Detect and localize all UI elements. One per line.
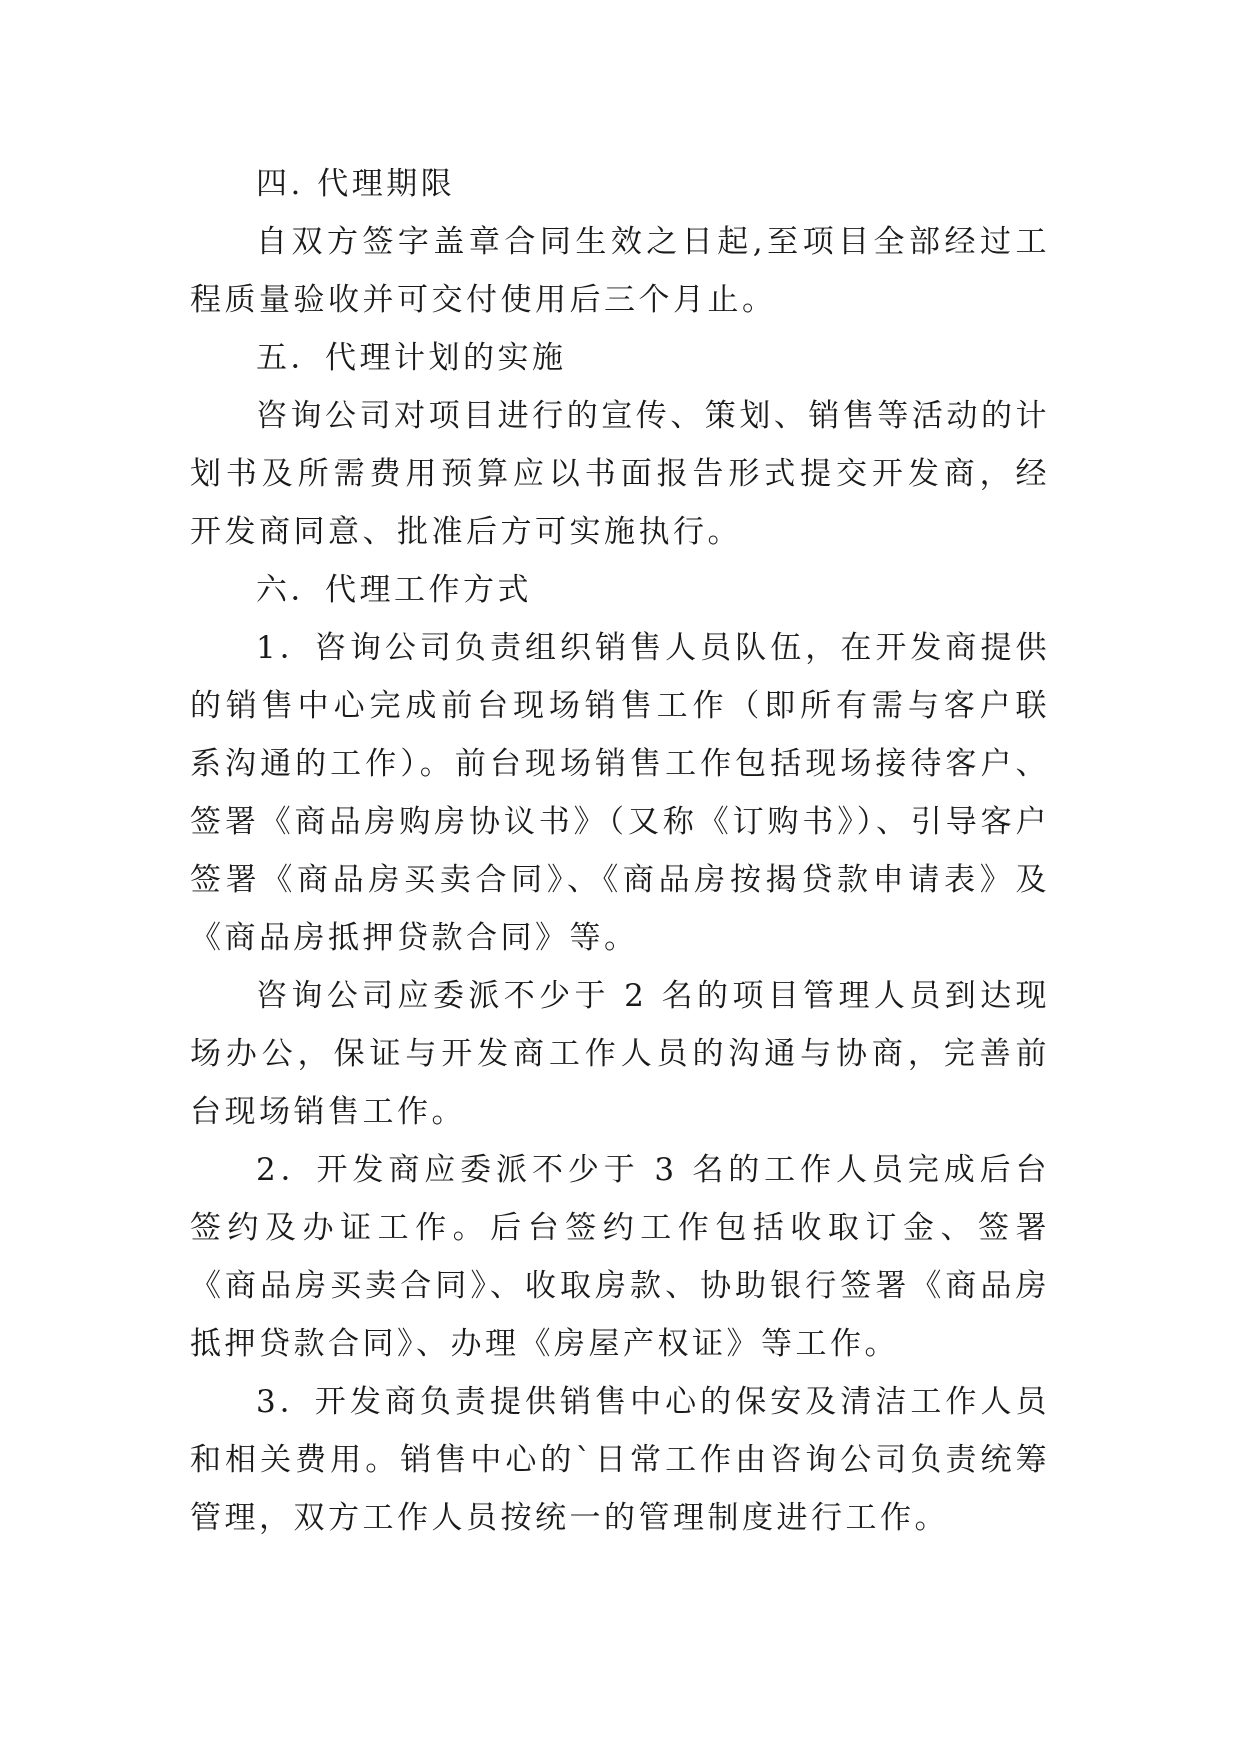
paragraph-agency-term: 自双方签字盖章合同生效之日起,至项目全部经过工程质量验收并可交付使用后三个月止。 <box>190 224 1050 318</box>
section-heading-work-method: 六．代理工作方式 <box>256 572 532 608</box>
paragraph-work-method-2: 2．开发商应委派不少于 3 名的工作人员完成后台签约及办证工作。后台签约工作包括收取订金、签署《商品房买卖合同》、收取房款、协助银行签署《商品房抵押贷款合同》、办理《房屋产权证》等工作。 <box>190 1152 1050 1362</box>
section-heading-agency-term: 四. 代理期限 <box>256 166 456 202</box>
paragraph-work-method-3: 3．开发商负责提供销售中心的保安及清洁工作人员和相关费用。销售中心的`日常工作由咨询公司负责统筹管理，双方工作人员按统一的管理制度进行工作。 <box>190 1384 1050 1536</box>
paragraph-work-method-1-staff: 咨询公司应委派不少于 2 名的项目管理人员到达现场办公，保证与开发商工作人员的沟通与协商，完善前台现场销售工作。 <box>190 978 1050 1130</box>
document-body <box>190 155 1050 1547</box>
paragraph-plan-implementation: 咨询公司对项目进行的宣传、策划、销售等活动的计划书及所需费用预算应以书面报告形式提交开发商，经开发商同意、批准后方可实施执行。 <box>190 398 1050 550</box>
paragraph-work-method-1: 1．咨询公司负责组织销售人员队伍，在开发商提供的销售中心完成前台现场销售工作（即所有需与客户联系沟通的工作）。前台现场销售工作包括现场接待客户、签署《商品房购房协议书》（又称《订购书》）、引导客户签署《商品房买卖合同》、《商品房按揭贷款申请表》及《商品房抵押贷款合同》等。 <box>190 630 1050 956</box>
section-heading-plan-implementation: 五．代理计划的实施 <box>256 340 567 376</box>
